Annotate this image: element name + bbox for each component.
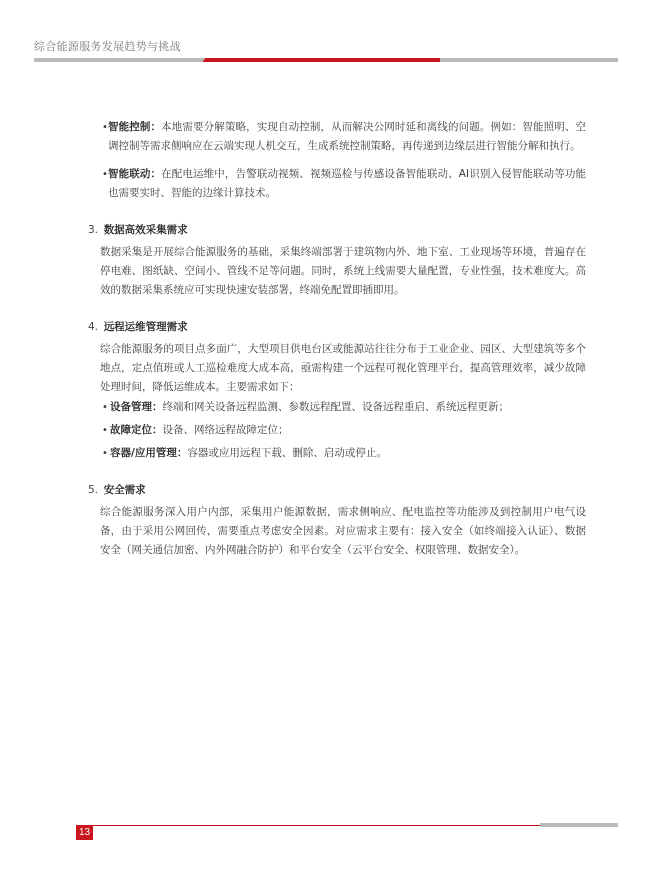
- list-item-text: 在配电运维中，告警联动视频、视频巡检与传感设备智能联动、AI识别入侵智能联动等功能也需要实时、智能的边缘计算技术。: [108, 168, 587, 199]
- list-item: [86, 421, 586, 440]
- main-content: [86, 118, 586, 560]
- footer-rule: [76, 825, 616, 826]
- page-number: 13: [76, 826, 93, 840]
- header-rule-left: [34, 58, 210, 62]
- section-number: 3.: [88, 224, 99, 236]
- section-paragraph: 综合能源服务深入用户内部，采集用户能源数据，需求侧响应、配电监控等功能涉及到控制用户电气设备，由于采用公网回传，需要重点考虑安全因素。对应需求主要有：接入安全（如终端接入认证）、数据安全（网关通信加密、内外网融合防护）和平台安全（云平台安全、权限管理、数据安全）。: [100, 506, 586, 556]
- requirements-list: [86, 398, 586, 463]
- list-item-label: 设备管理：: [110, 401, 163, 413]
- bullet-icon: [102, 118, 108, 137]
- section-data-collection: [86, 221, 586, 300]
- section-paragraph: 综合能源服务的项目点多面广，大型项目供电台区或能源站往往分布于工业企业、园区、大型建筑等多个地点，定点值班或人工巡检难度大成本高，亟需构建一个远程可视化管理平台，提高管理效率，减少故障处理时间，降低运维成本。主要需求如下：: [100, 343, 586, 393]
- list-item: [86, 444, 586, 463]
- list-item-text: 设备、网络远程故障定位；: [162, 424, 289, 436]
- running-title: 综合能源服务发展趋势与挑战: [34, 40, 181, 53]
- section-heading: [88, 221, 586, 240]
- section-title: 数据高效采集需求: [103, 224, 188, 236]
- list-item-label: 智能联动：: [108, 168, 162, 180]
- section-remote-ops: [86, 318, 586, 463]
- header-rule-accent: [203, 58, 446, 62]
- list-item-text: 本地需要分解策略，实现自动控制，从而解决公网时延和离线的问题。例如：智能照明、空调控制等需求侧响应在云端实现人机交互，生成系统控制策略，再传递到边缘层进行智能分解和执行。: [108, 121, 586, 152]
- section-title: 远程运维管理需求: [103, 321, 188, 333]
- bullet-icon: [102, 398, 108, 417]
- header-rule-right: [440, 58, 618, 62]
- bullet-icon: [102, 165, 108, 184]
- section-title: 安全需求: [103, 484, 146, 496]
- bullet-icon: [102, 444, 108, 463]
- footer-rule-right: [540, 823, 618, 827]
- list-item-text: 容器或应用远程下载、删除、启动或停止。: [187, 447, 387, 459]
- section-number: 5.: [88, 484, 99, 496]
- bullet-icon: [102, 421, 108, 440]
- list-item-text: 终端和网关设备远程监测、参数远程配置、设备远程重启、系统远程更新；: [162, 401, 509, 413]
- section-heading: [88, 481, 586, 500]
- list-item-smart-linkage: [86, 165, 586, 203]
- section-heading: [88, 318, 586, 337]
- list-item-label: 故障定位：: [110, 424, 163, 436]
- list-item-smart-control: [86, 118, 586, 156]
- section-number: 4.: [88, 321, 99, 333]
- section-security: [86, 481, 586, 560]
- list-item-label: 容器/应用管理：: [110, 447, 188, 459]
- list-item-label: 智能控制：: [108, 121, 162, 133]
- list-item: [86, 398, 586, 417]
- section-paragraph: 数据采集是开展综合能源服务的基础，采集终端部署于建筑物内外、地下室、工业现场等环境，普遍存在停电难、图纸缺、空间小、管线不足等问题。同时，系统上线需要大量配置，专业性强，技术难度大。高效的数据采集系统应可实现快速安装部署，终端免配置即插即用。: [100, 246, 586, 296]
